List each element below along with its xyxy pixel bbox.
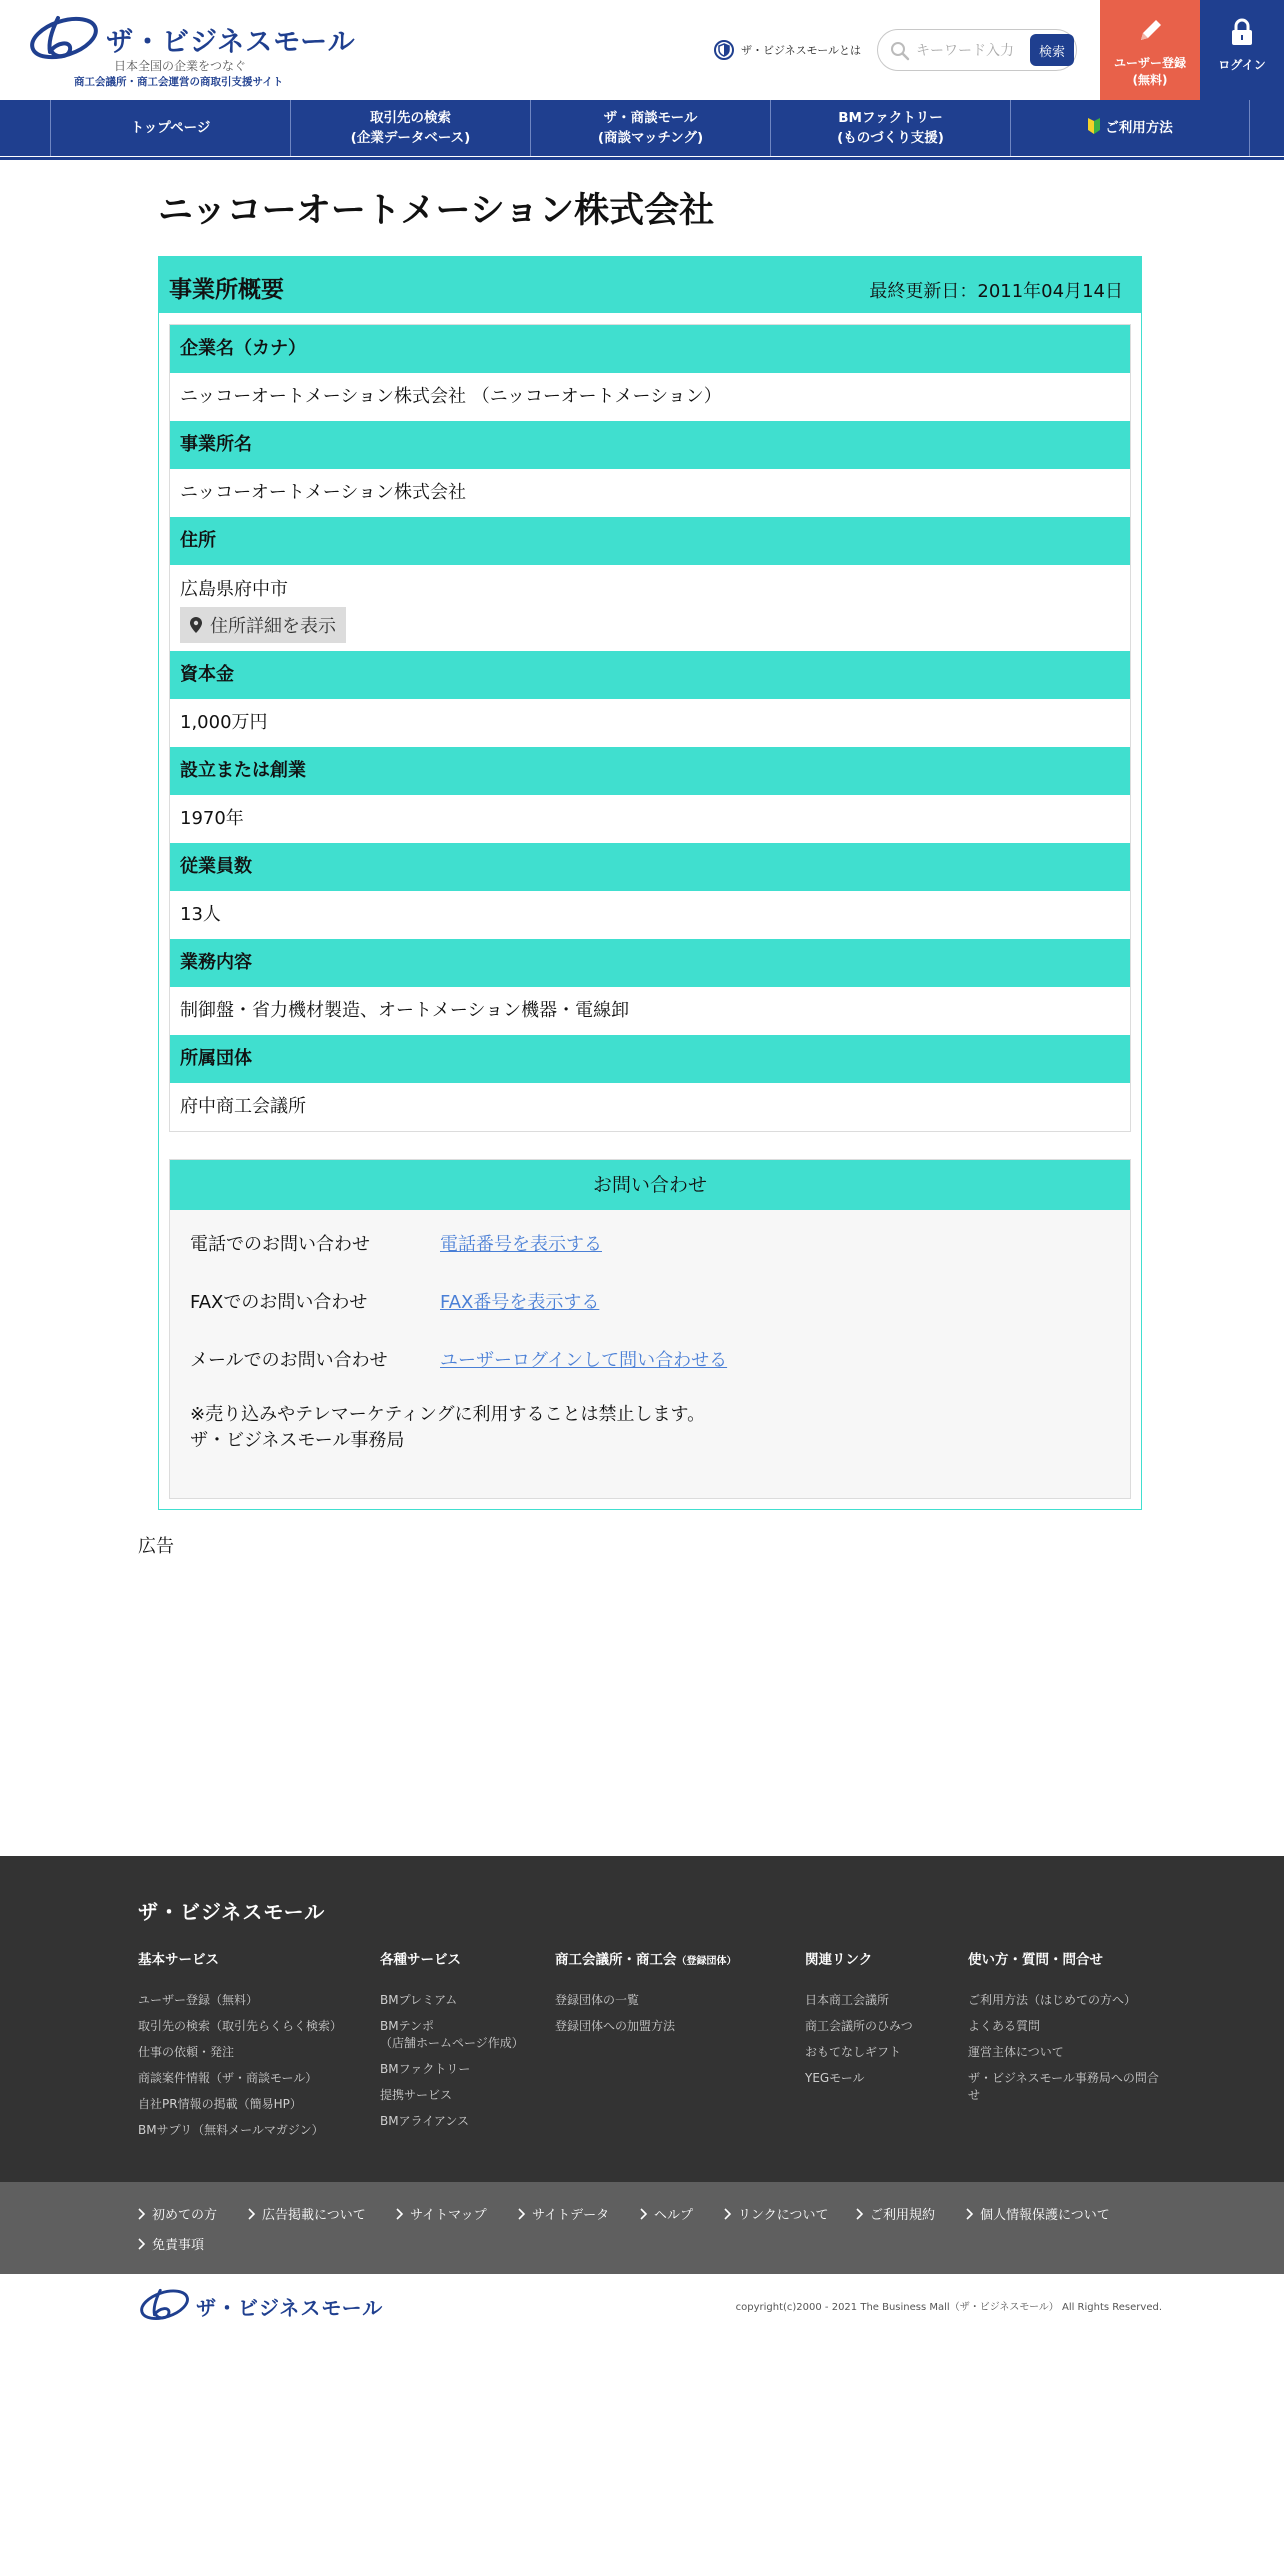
field-value: 1970年 — [170, 795, 1130, 843]
nav-label: ザ・商談モール — [603, 109, 698, 126]
chevron-right-icon — [396, 2208, 404, 2220]
panel-header — [159, 257, 1141, 313]
footer-link[interactable]: BMプレミアム — [380, 1993, 458, 2007]
login-inquiry-link[interactable]: ユーザーログインして問い合わせる — [440, 1350, 728, 1371]
footer-link[interactable]: YEGモール — [805, 2071, 865, 2085]
field-label: 従業員数 — [170, 843, 1130, 891]
about-link[interactable] — [713, 38, 861, 62]
page-title: ニッコーオートメーション株式会社 — [158, 191, 715, 231]
footer-link[interactable]: よくある質問 — [968, 2019, 1041, 2033]
footer-link[interactable]: 取引先の検索（取引先らくらく検索） — [138, 2019, 343, 2033]
footer-link-contact[interactable] — [968, 2070, 1159, 2104]
footer-logo[interactable]: ザ・ビジネスモール — [138, 1900, 326, 1924]
chevron-right-icon — [724, 2208, 732, 2220]
nav-item-matching[interactable] — [530, 100, 770, 156]
footer-link-sublabel: （店舗ホームページ作成） — [380, 2036, 524, 2050]
footer-bottom-link[interactable] — [138, 2204, 217, 2223]
chevron-right-icon — [138, 2238, 146, 2250]
footer-link-tempo[interactable] — [380, 2018, 524, 2052]
nav-item-top[interactable] — [50, 100, 290, 156]
contact-phone-label: 電話でのお問い合わせ — [190, 1234, 370, 1255]
lock-icon — [1230, 18, 1254, 46]
footer-link[interactable]: おもてなしギフト — [805, 2045, 902, 2059]
footer-bottom-link[interactable] — [640, 2204, 693, 2223]
about-link-label: ザ・ビジネスモールとは — [741, 44, 862, 57]
contact-fax-label: FAXでのお問い合わせ — [190, 1292, 368, 1313]
footer-bottom-link-label: 個人情報保護について — [980, 2208, 1110, 2223]
footer-bottom-link-label: サイトデータ — [532, 2208, 610, 2223]
footer-col-basic — [138, 1948, 342, 2148]
site-footer — [0, 1856, 1284, 2182]
chevron-right-icon — [518, 2208, 526, 2220]
global-nav — [0, 100, 1284, 156]
contact-note — [190, 1402, 705, 1454]
nav-label: ご利用方法 — [1105, 119, 1173, 136]
field-value: 制御盤・省力機材製造、オートメーション機器・電線卸 — [170, 987, 1130, 1035]
user-register-button[interactable] — [1100, 0, 1200, 100]
register-label: ユーザー登録 — [1113, 56, 1186, 70]
ad-label: 広告 — [138, 1536, 174, 1557]
footer-link[interactable]: 日本商工会議所 — [805, 1993, 890, 2007]
footer-logo-mark-icon — [138, 2286, 194, 2322]
nav-item-howto[interactable] — [1010, 100, 1250, 156]
footer-bottom-link-label: 広告掲載について — [262, 2208, 366, 2223]
footer-link[interactable]: 商工会議所のひみつ — [805, 2019, 913, 2033]
field-value: ニッコーオートメーション株式会社 — [170, 469, 1130, 517]
footer-link[interactable]: 商談案件情報（ザ・商談モール） — [138, 2071, 318, 2085]
login-label: ログイン — [1218, 58, 1266, 72]
footer-link-label: ザ・ビジネスモール事務局への問合 — [968, 2071, 1159, 2085]
nav-label: BMファクトリー — [838, 109, 943, 126]
footer-bottom-link[interactable] — [248, 2204, 366, 2223]
chevron-right-icon — [640, 2208, 648, 2220]
field-value: 府中商工会議所 — [170, 1083, 1130, 1131]
panel-title: 事業所概要 — [169, 277, 284, 303]
footer-bottom-link-label: 初めての方 — [152, 2208, 218, 2223]
field-label: 資本金 — [170, 651, 1130, 699]
footer-link[interactable]: BMサプリ（無料メールマガジン） — [138, 2123, 324, 2137]
site-header — [0, 0, 1284, 100]
footer-link[interactable]: BMアライアンス — [380, 2114, 470, 2128]
footer-link[interactable]: ユーザー登録（無料） — [138, 1993, 259, 2007]
shield-icon — [713, 39, 735, 61]
logo-mark-icon — [28, 12, 104, 62]
contact-heading: お問い合わせ — [170, 1160, 1130, 1210]
show-address-detail-label: 住所詳細を表示 — [210, 616, 336, 637]
map-pin-icon — [190, 617, 202, 633]
show-phone-link[interactable]: 電話番号を表示する — [440, 1234, 602, 1255]
nav-label: 取引先の検索 — [370, 109, 451, 126]
field-label: 住所 — [170, 517, 1130, 565]
nav-item-search[interactable] — [290, 100, 530, 156]
login-button[interactable] — [1200, 0, 1284, 100]
footer-link-label: BMテンポ — [380, 2019, 434, 2033]
nav-underline — [0, 156, 1284, 160]
chevron-right-icon — [966, 2208, 974, 2220]
field-label: 設立または創業 — [170, 747, 1130, 795]
pencil-icon — [1135, 16, 1165, 46]
nav-item-factory[interactable] — [770, 100, 1010, 156]
footer-col-related — [805, 1948, 913, 2096]
field-value-address — [170, 565, 1130, 651]
search-input[interactable] — [916, 38, 1024, 64]
footer-bottom-link-label: リンクについて — [738, 2208, 829, 2223]
footer-links-bar — [0, 2182, 1284, 2274]
footer-link[interactable]: 自社PR情報の掲載（簡易HP） — [138, 2097, 302, 2111]
footer-link[interactable]: 提携サービス — [380, 2088, 453, 2102]
footer-bottom-link[interactable] — [966, 2204, 1110, 2223]
footer-link[interactable]: ご利用方法（はじめての方へ） — [968, 1993, 1137, 2007]
footer-link-label-wrap: せ — [968, 2088, 981, 2102]
field-label: 所属団体 — [170, 1035, 1130, 1083]
footer-copyright-bar — [0, 2274, 1284, 2334]
footer-col-services — [380, 1948, 524, 2139]
register-sublabel: (無料) — [1132, 73, 1168, 87]
footer-col-title: 使い方・質問・問合せ — [968, 1952, 1103, 1968]
footer-bottom-link-label: 免責事項 — [152, 2238, 205, 2253]
logo-tagline: 日本全国の企業をつなぐ — [114, 59, 247, 73]
search-icon — [890, 41, 910, 61]
search-button[interactable]: 検索 — [1030, 34, 1074, 66]
footer-bottom-link[interactable] — [396, 2204, 487, 2223]
chevron-right-icon — [248, 2208, 256, 2220]
field-label: 企業名（カナ） — [170, 325, 1130, 373]
show-fax-link[interactable]: FAX番号を表示する — [440, 1292, 600, 1313]
footer-link[interactable]: 登録団体への加盟方法 — [555, 2019, 676, 2033]
footer-bottom-link[interactable] — [856, 2204, 935, 2223]
nav-label: トップページ — [130, 119, 211, 136]
footer-logo-name[interactable]: ザ・ビジネスモール — [196, 2296, 384, 2320]
copyright: copyright(c)2000 - 2021 The Business Mall（ザ・ビジネスモール） All Rights Reserved. — [735, 2302, 1162, 2313]
chevron-right-icon — [856, 2208, 864, 2220]
footer-col-chambers — [555, 1948, 737, 2044]
address-text: 広島県府中市 — [180, 579, 288, 600]
nav-howto-wrap — [1087, 118, 1173, 138]
beginner-leaf-icon — [1087, 118, 1101, 134]
contact-note-signature: ザ・ビジネスモール事務局 — [190, 1430, 405, 1452]
last-updated: 最終更新日：2011年04月14日 — [869, 281, 1123, 302]
search-box — [877, 29, 1077, 71]
footer-bottom-link-label: ご利用規約 — [870, 2208, 936, 2223]
field-value: 13人 — [170, 891, 1130, 939]
field-label: 事業所名 — [170, 421, 1130, 469]
footer-bottom-link-label: サイトマップ — [410, 2208, 487, 2223]
logo-name: ザ・ビジネスモール — [106, 27, 356, 58]
footer-bottom-link-label: ヘルプ — [654, 2208, 694, 2223]
contact-section — [169, 1159, 1131, 1499]
logo-subtagline: 商工会議所・商工会運営の商取引支援サイト — [74, 76, 284, 88]
nav-sublabel: (ものづくり支援) — [837, 130, 944, 146]
footer-bottom-link[interactable] — [518, 2204, 609, 2223]
footer-col-title-sub: （登録団体） — [676, 1956, 737, 1967]
chevron-right-icon — [138, 2208, 146, 2220]
footer-col-title-main: 商工会議所・商工会 — [555, 1952, 677, 1968]
nav-sublabel: (企業データベース) — [350, 130, 471, 146]
footer-link[interactable]: 仕事の依頼・発注 — [138, 2045, 235, 2059]
footer-col-title — [555, 1948, 737, 1968]
footer-bottom-link[interactable] — [724, 2204, 828, 2223]
site-logo[interactable] — [28, 12, 356, 92]
footer-col-title: 各種サービス — [380, 1952, 461, 1968]
footer-col-title: 基本サービス — [138, 1952, 219, 1968]
field-value: ニッコーオートメーション株式会社 （ニッコーオートメーション） — [170, 373, 1130, 421]
footer-link[interactable]: 登録団体の一覧 — [555, 1993, 640, 2007]
contact-note-line: ※売り込みやテレマーケティングに利用することは禁止します。 — [190, 1404, 706, 1425]
contact-mail-label: メールでのお問い合わせ — [190, 1350, 388, 1371]
show-address-detail-button[interactable] — [180, 607, 346, 643]
company-info-table — [169, 324, 1131, 1132]
field-label: 業務内容 — [170, 939, 1130, 987]
footer-link[interactable]: 運営主体について — [968, 2045, 1064, 2059]
footer-col-help — [968, 1948, 1159, 2113]
nav-sublabel: (商談マッチング) — [597, 130, 704, 146]
footer-col-title: 関連リンク — [805, 1952, 873, 1968]
company-overview-panel — [158, 256, 1142, 1510]
field-value: 1,000万円 — [170, 699, 1130, 747]
footer-link[interactable]: BMファクトリー — [380, 2062, 471, 2076]
footer-bottom-link[interactable] — [138, 2234, 204, 2253]
